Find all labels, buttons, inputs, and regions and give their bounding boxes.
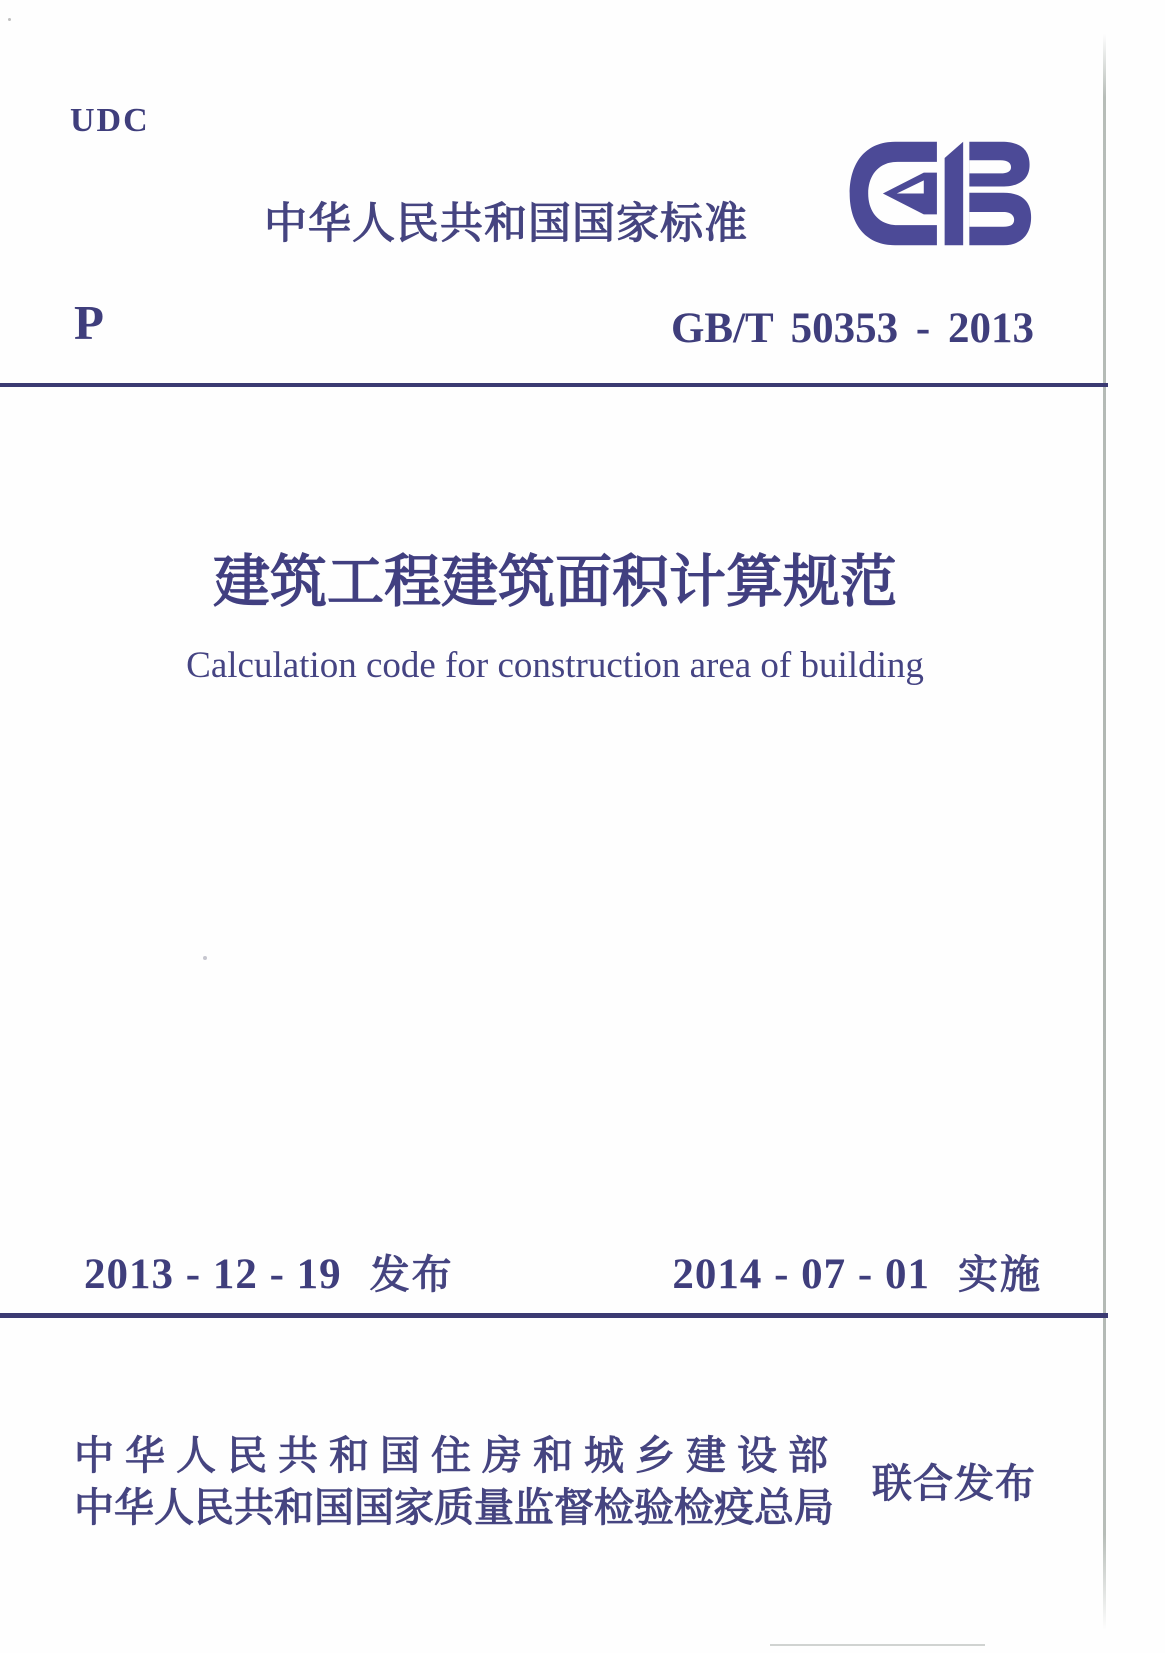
implement-date-group — [672, 1243, 1042, 1300]
document-title-en: Calculation code for construction area of building — [186, 645, 924, 686]
scan-page-edge-line — [1103, 34, 1106, 1630]
implement-date: 2014 - 07 - 01 — [672, 1251, 930, 1298]
udc-code-label: UDC — [70, 102, 150, 139]
dates-row — [84, 1243, 1042, 1300]
publishers-block — [74, 1430, 864, 1534]
scan-speck — [203, 956, 207, 960]
joint-publish-label: 联合发布 — [872, 1462, 1036, 1506]
national-standard-header: 中华人民共和国国家标准 — [264, 200, 748, 248]
publisher-line: 中华人民共和国国家质量监督检验检疫总局 — [74, 1486, 834, 1530]
document-title-zh: 建筑工程建筑面积计算规范 — [213, 551, 897, 614]
scan-speck — [8, 18, 11, 21]
gb-standard-logo-icon — [845, 141, 1035, 246]
scan-smudge — [770, 1644, 985, 1646]
issue-date: 2013 - 12 - 19 — [84, 1251, 342, 1298]
implement-label: 实施 — [958, 1253, 1042, 1297]
standard-number: GB/T 50353 - 2013 — [670, 305, 1034, 352]
publisher-line: 中华人民共和国住房和城乡建设部 — [74, 1434, 839, 1478]
bottom-divider-rule — [0, 1313, 1108, 1318]
issue-date-group — [84, 1243, 454, 1300]
p-classification-label: P — [74, 295, 104, 350]
issue-label: 发布 — [369, 1253, 454, 1297]
top-divider-rule — [0, 383, 1108, 387]
